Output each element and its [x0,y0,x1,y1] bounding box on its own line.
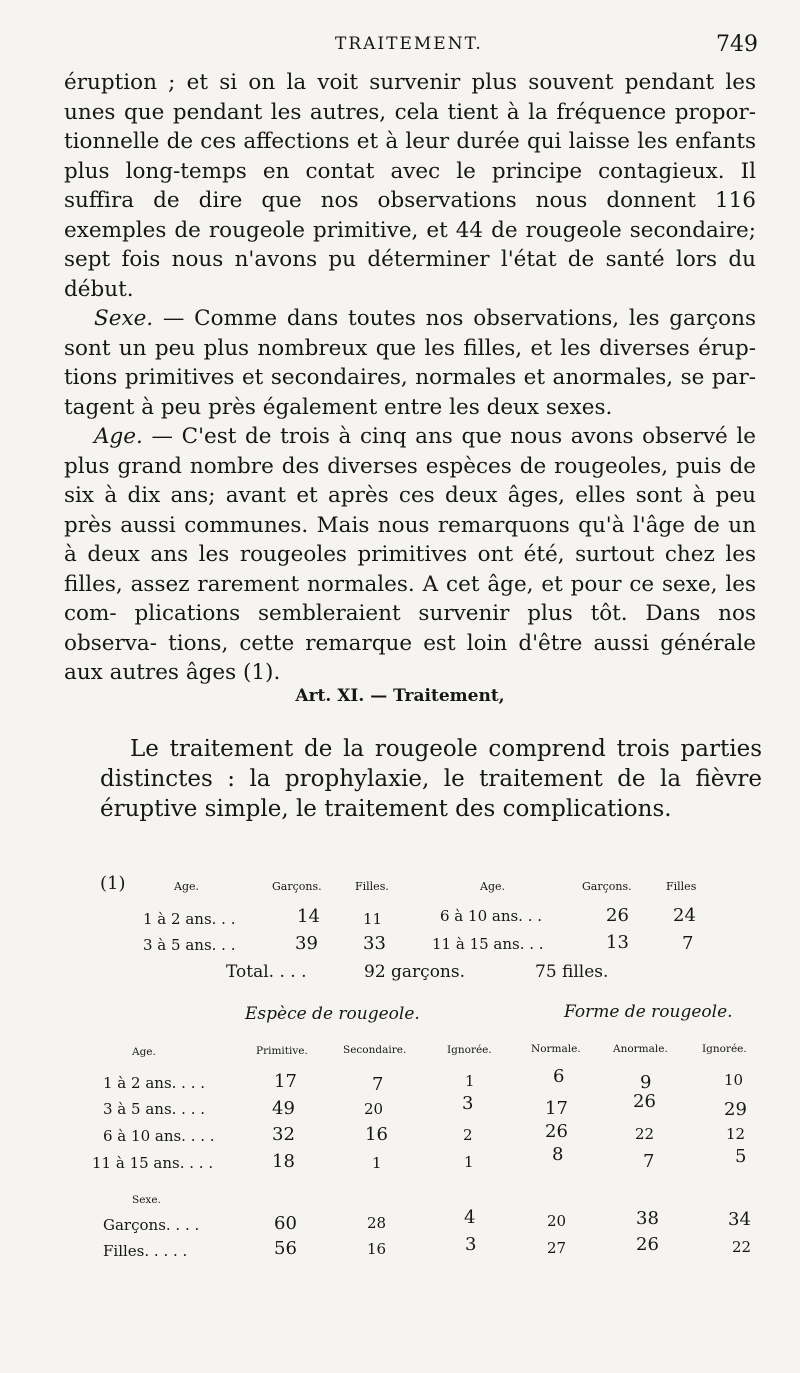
text-line: unes que pendant les autres, cela tient à la fréquence propor- [64,99,756,125]
paragraph-eruption [64,68,756,304]
table1-cell: 6 à 10 ans. . . [440,907,543,925]
running-header [0,34,800,64]
table2-header: Primitive. [256,1045,308,1057]
text-line: de dire que nos observations nous donnent 116 exemples de [64,188,756,243]
table2-cell: 26 [545,1121,568,1142]
text-line: près aussi communes. Mais nous remarquons qu'à l'âge de un à [64,512,756,567]
table1-cell: 11 à 15 ans. . . [432,935,544,953]
table1-cell: 33 [363,933,386,954]
table2-cell: 16 [367,1240,387,1258]
table2-cell: 6 [553,1066,565,1087]
table2-group-espece: Espèce de rougeole. [245,1004,420,1024]
table1-cell: 11 [363,910,383,928]
table2-cell: 27 [547,1239,567,1257]
table2-row-label: 1 à 2 ans. . . . [103,1074,206,1092]
paragraph-age [64,422,756,688]
table2-cell: 17 [274,1071,297,1092]
table2-cell: 38 [636,1208,659,1229]
table1-cell: 24 [673,905,696,926]
text-line: sont un peu plus nombreux que les filles, et les diverses érup- [64,335,756,361]
text-line: Le traitement de la rougeole comprend trois parties distinctes : [100,736,762,792]
text-line: — Comme dans toutes nos observations, les garçons [153,306,756,331]
text-line: la prophylaxie, le traitement de la fièvre éruptive simple, le [100,766,762,822]
table1-header: Age. [480,880,505,893]
text-line: — C'est de trois à cinq ans que nous avons observé le [142,424,756,449]
table1-header: Age. [174,880,199,893]
paragraph-label: Sexe. [94,306,154,331]
text-line: rougeole primitive, et 44 de rougeole secondaire; sept fois [64,217,756,272]
table2-cell: 20 [364,1100,384,1118]
table2-cell: 26 [633,1091,656,1112]
table2-cell: 7 [643,1151,655,1172]
table2-row-label: Filles. . . . . [103,1242,188,1260]
text-line: assez rarement normales. A cet âge, et pour ce sexe, les com- [64,571,756,626]
text-line: traitement des complications. [324,796,672,822]
paragraph-label: Age. [94,424,143,449]
text-line: éruption ; et si on la voit survenir plus souvent pendant les [64,70,756,95]
page-number: 749 [716,32,758,57]
table1-cell: 13 [606,932,629,953]
text-line: plications sembleraient survenir plus tôt. Dans nos observa- [64,601,756,656]
table2-row-label: 3 à 5 ans. . . . [103,1100,206,1118]
table1-cell: 39 [295,933,318,954]
table2-row-label: 6 à 10 ans. . . . [103,1127,215,1145]
table1-cell: 1 à 2 ans. . . [143,910,236,928]
table2-cell: 1 [372,1154,382,1172]
running-title: TRAITEMENT. [335,34,483,54]
table2-header: Secondaire. [343,1044,407,1056]
text-line: nous n'avons pu déterminer l'état de santé lors du début. [64,247,756,302]
table2-cell: 26 [636,1234,659,1255]
text-line: tionnelle de ces affections et à leur durée qui laisse les enfants [64,129,756,154]
table2-cell: 12 [726,1125,746,1143]
table2-header: Anormale. [613,1043,668,1055]
table1-cell: 14 [297,906,320,927]
text-line: tions, cette remarque est loin d'être aussi générale aux autres [64,630,756,685]
table2-cell: 49 [272,1098,295,1119]
table2-cell: 3 [465,1234,477,1255]
table2-cell: 4 [464,1207,476,1228]
table2-cell: 7 [372,1074,384,1095]
text-line: plus grand nombre des diverses espèces de rougeoles, puis de [64,453,756,479]
footnote-marker: (1) [100,873,126,894]
table1-header: Garçons. [582,880,632,893]
paragraph-traitement [100,734,762,824]
table2-header: Ignorée. [702,1043,747,1055]
table2-cell: 29 [724,1099,747,1120]
table1-cell: 3 à 5 ans. . . [143,936,236,954]
table2-cell: 16 [365,1124,388,1145]
table1-cell: 7 [682,933,694,954]
table2-header: Ignorée. [447,1044,492,1056]
table2-cell: 9 [640,1072,652,1093]
table2-sexe-label: Sexe. [132,1194,161,1206]
article-heading: Art. XI. — Traitement, [295,686,505,706]
table2-cell: 60 [274,1213,297,1234]
traitement-section [100,734,762,824]
table2-cell: 1 [464,1153,474,1171]
text-line: tions primitives et secondaires, normales et anormales, se par- [64,365,756,390]
table1-total-garcons: 92 garçons. [364,962,466,982]
paragraph-sexe [64,304,756,422]
table1-total-label: Total. . . . [226,962,307,982]
text-line: plus long-temps en contat avec le principe contagieux. Il suffira [64,158,756,213]
table2-cell: 56 [274,1238,297,1259]
table2-cell: 3 [462,1093,474,1114]
table1-header: Garçons. [272,880,322,893]
table2-cell: 32 [272,1124,295,1145]
text-line: six à dix ans; avant et après ces deux âges, elles sont à peu [64,483,756,508]
table2-group-forme: Forme de rougeole. [564,1002,733,1022]
table2-row-label: 11 à 15 ans. . . . [92,1154,214,1172]
table2-cell: 10 [724,1071,744,1089]
table2-cell: 17 [545,1098,568,1119]
text-line: tagent à peu près également entre les deux sexes. [64,394,613,420]
table2-header: Age. [132,1046,156,1058]
table2-cell: 5 [735,1146,747,1167]
text-line: âges (1). [185,660,281,685]
table1-total-filles: 75 filles. [535,962,609,982]
table2-cell: 1 [465,1072,475,1090]
table2-cell: 22 [635,1125,655,1143]
table2-cell: 28 [367,1214,387,1232]
table2-header: Normale. [531,1043,581,1055]
table2-cell: 8 [552,1144,564,1165]
body-text [64,68,756,688]
text-line: deux ans les rougeoles primitives ont été, surtout chez les filles, [64,542,757,597]
table2-cell: 34 [728,1209,751,1230]
table1-header: Filles. [355,880,389,893]
table2-cell: 20 [547,1212,567,1230]
table1-header: Filles [666,880,697,893]
table2-cell: 18 [272,1151,295,1172]
table2-row-label: Garçons. . . . [103,1216,200,1234]
table1-cell: 26 [606,905,629,926]
table2-cell: 2 [463,1126,473,1144]
table2-cell: 22 [732,1238,752,1256]
